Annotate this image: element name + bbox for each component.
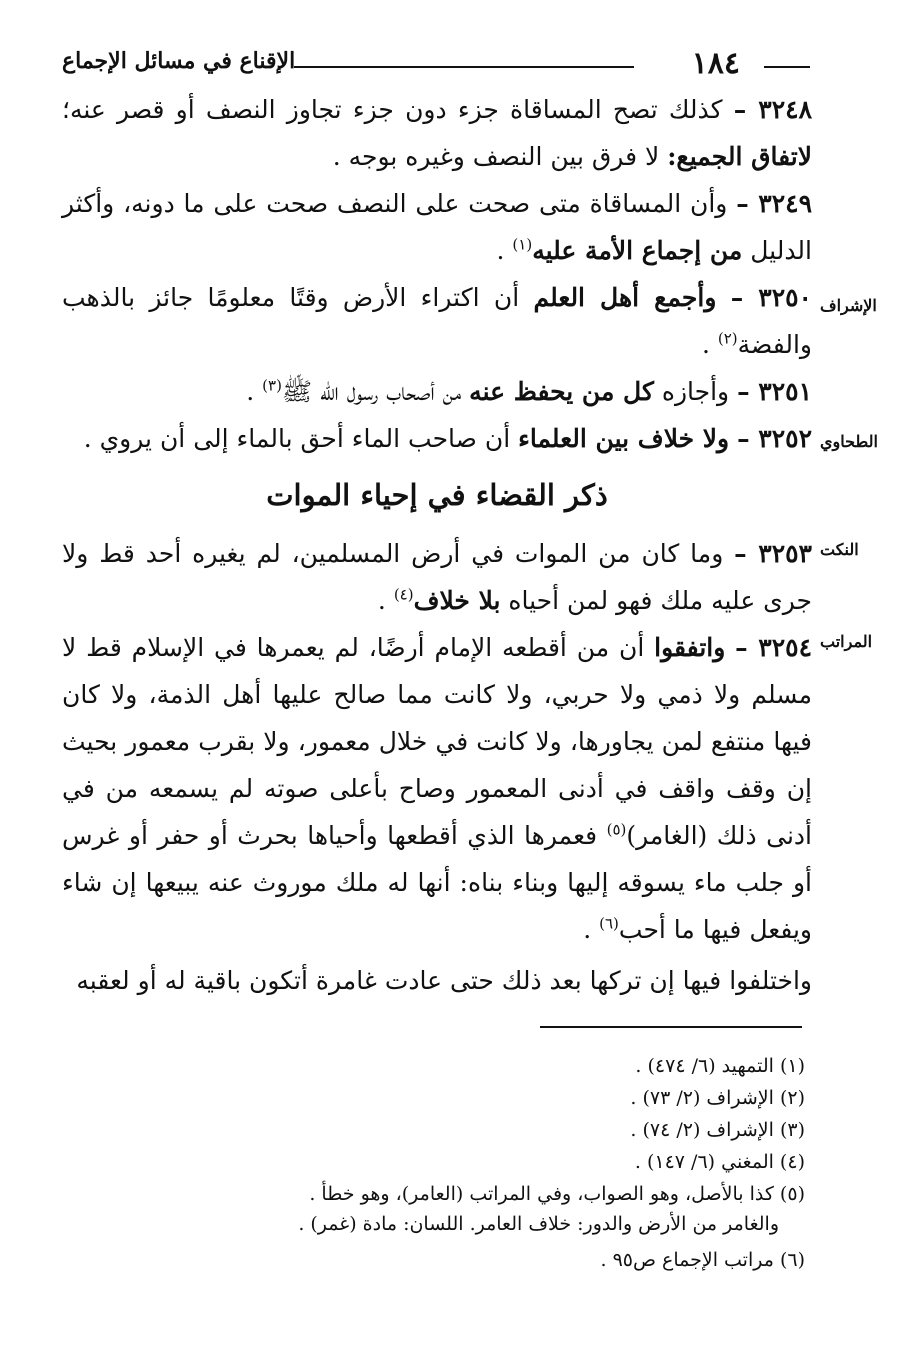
paragraph-end: .	[583, 915, 592, 944]
bold-phrase: ولا خلاف بين العلماء	[518, 424, 730, 453]
footnote-ref: (٢)	[717, 329, 738, 348]
footnote-5-continuation: والغامر من الأرض والدور: خلاف العامر. اللسان: مادة (غمر) .	[298, 1213, 779, 1235]
paragraph-3252	[62, 415, 812, 462]
bold-phrase: واتفقوا	[654, 633, 726, 662]
footnote-ref: (١)	[512, 235, 533, 254]
sidenote-nukat: النكت	[820, 540, 859, 559]
footnote-3: (٣) الإشراف (٢/ ٧٤) .	[630, 1119, 805, 1141]
running-header	[62, 44, 810, 84]
footnote-6: (٦) مراتب الإجماع ص٩٥ .	[600, 1249, 805, 1271]
issue-number: ٣٢٥٢ –	[737, 424, 812, 453]
paragraph-3253	[62, 530, 812, 624]
main-text	[62, 86, 812, 1004]
footnote-ref: (٥)	[606, 820, 627, 839]
paragraph-text: من أصحاب رسول الله ﷺ	[281, 377, 462, 406]
footnote-ref: (٦)	[599, 914, 619, 933]
sidenote-ishraf: الإشراف	[820, 296, 877, 315]
paragraph-text: أن من أقطعه الإمام أرضًا، لم يعمرها في الإسلام قط لا مسلم ولا ذمي ولا حربي، ولا كانت مما صالح عليها أهل الذمة، ولا كان فيها منتفع لمن يجاورها، ولا كانت في خلال معمور، ولا بقرب معمور بحيث إن وقف واقف في أدنى المعمور وصاح بأعلى صوته لم يسمعه من في أدنى ذلك (الغامر)	[62, 633, 812, 850]
footnote-4: (٤) المغني (٦/ ١٤٧) .	[634, 1151, 805, 1173]
issue-number: ٣٢٥٤ –	[735, 633, 812, 662]
footnotes	[220, 1050, 805, 1276]
paragraph-3249	[62, 180, 812, 274]
header-dash	[764, 66, 810, 68]
bold-phrase: من إجماع الأمة عليه	[532, 236, 743, 265]
paragraph-text: أن صاحب الماء أحق بالماء إلى أن يروي .	[83, 424, 511, 453]
paragraph-end: .	[496, 236, 505, 265]
paragraph-text: أن اكتراء الأرض وقتًا معلومًا جائز بالذهب والفضة	[62, 283, 812, 359]
bold-phrase: بلا خلاف	[413, 586, 501, 615]
header-rule	[294, 66, 634, 68]
paragraph-text: كذلك تصح المساقاة جزء دون جزء تجاوز النصف أو قصر عنه؛	[62, 95, 723, 124]
footnote-1: (١) التمهيد (٦/ ٤٧٤) .	[635, 1055, 805, 1077]
paragraph-end: .	[701, 330, 710, 359]
issue-number: ٣٢٤٨ –	[733, 95, 812, 124]
book-title: الإقناع في مسائل الإجماع	[62, 48, 296, 74]
paragraph-3248	[62, 86, 812, 180]
paragraph-end: .	[377, 586, 386, 615]
paragraph-text: واختلفوا فيها إن تركها بعد ذلك حتى عادت غامرة أتكون باقية له أو لعقبه	[76, 966, 812, 995]
issue-number: ٣٢٥٠ –	[730, 283, 812, 312]
footnote-ref: (٣)	[262, 376, 282, 395]
paragraph-continuation	[62, 957, 812, 1004]
paragraph-text: فعمرها الذي أقطعها وأحياها بحرث أو حفر أو غرس أو جلب ماء يسوقه إليها وبناء بناه: أنها له ملك موروث عنه يبيعها إن شاء ويفعل فيها ما أحب	[62, 821, 812, 944]
bold-phrase: لاتفاق الجميع:	[667, 142, 812, 171]
paragraph-text: وأن المساقاة متى صحت على النصف صحت على ما دونه، وأكثر الدليل	[62, 189, 812, 265]
paragraph-end: .	[246, 377, 255, 406]
issue-number: ٣٢٥٣ –	[734, 539, 812, 568]
bold-phrase: وأجمع أهل العلم	[533, 283, 717, 312]
page-number: ١٨٤	[691, 46, 740, 81]
paragraph-3251	[62, 368, 812, 415]
bold-phrase: كل من يحفظ عنه	[469, 377, 654, 406]
paragraph-text: لا فرق بين النصف وغيره بوجه .	[332, 142, 660, 171]
issue-number: ٣٢٥١ –	[737, 377, 812, 406]
paragraph-text: وأجازه	[661, 377, 730, 406]
paragraph-3250	[62, 274, 812, 368]
paragraph-text: وما كان من الموات في أرض المسلمين، لم يغيره أحد قط ولا جرى عليه ملك فهو لمن أحياه	[62, 539, 812, 615]
sidenote-tahawi: الطحاوي	[820, 432, 878, 451]
footnote-ref: (٤)	[393, 585, 414, 604]
paragraph-3254	[62, 624, 812, 953]
footnote-2: (٢) الإشراف (٢/ ٧٣) .	[630, 1087, 805, 1109]
footnote-separator	[540, 1026, 802, 1028]
section-heading: ذكر القضاء في إحياء الموات	[266, 478, 608, 512]
sidenote-maratib: المراتب	[820, 632, 873, 651]
footnote-5: (٥) كذا بالأصل، وهو الصواب، وفي المراتب (العامر)، وهو خطأ .	[309, 1183, 805, 1205]
issue-number: ٣٢٤٩ –	[736, 189, 812, 218]
